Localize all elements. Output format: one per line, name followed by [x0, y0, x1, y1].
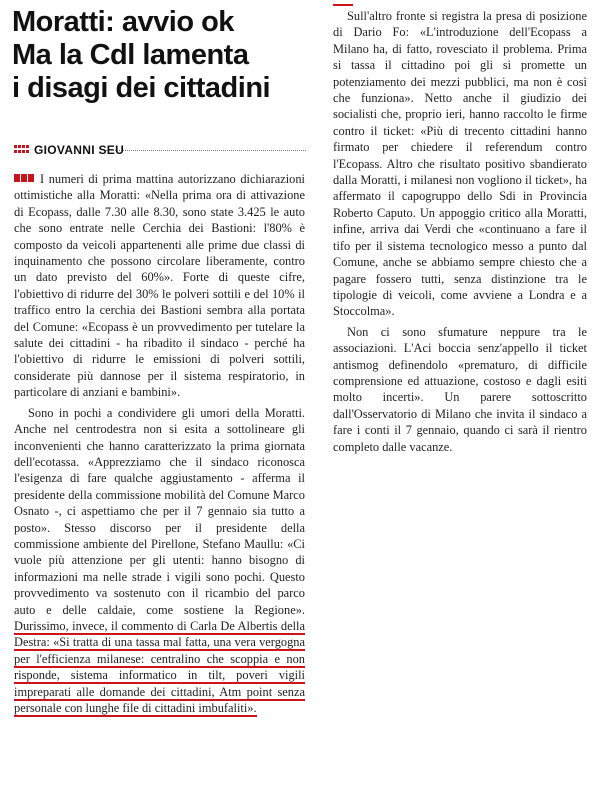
paragraph-2-text: Sono in pochi a condividere gli umori della Moratti. Anche nel centrodestra non si esita a sottolineare gli inconvenienti che hanno caratterizzato la prima giornata dell'ecotassa. «Apprezziamo che il sindaco riconosca l'esigenza di fare qualche aggiustamento - afferma il presidente della commissione mobilità del Comune Marco Osnato -, ci aspettiamo che per il 7 gennaio sia tutto a posto». Stesso discorso per il presidente della commissione ambiente del Pirellone, Stefano Maullu: «Ci vuole più attenzione per gli utenti: hanno bisogno di informazioni ma nelle strade i vigili sono pochi. Questo provvedimento va sostenuto con il ricambio del parco auto e delle caldaie, come sostiene la Regione». — [14, 405, 305, 617]
dots-grid-icon — [14, 145, 30, 155]
paragraph-3-text: Sull'altro fronte si registra la presa di posizione di Dario Fo: «L'introduzione dell'Ecopass a Milano ha, di fatto, rovesciato il problema. Prima si tassa il cittadino poi gli si promette un potenziamento dei mezzi pubblici, ma non è così che funziona». Netto anche il giudizio dei socialisti che, proprio ieri, hanno raccolto le firme contro il ticket: «Più di trecento cittadini hanno firmato per chiedere il referendum contro l'Ecopass. Altro che risultato positivo sbandierato dalla Moratti, i milanesi non vogliono il ticket», ha affermato il capogruppo dello Sdi in Provincia Roberto Caputo. Un appoggio critico alla Moratti, infine, arriva dai Verdi che «continuano a fare il tifo per il sistema tecnologico messo a punto dal Comune, anche se abbiamo sempre chiesto che a pagare fossero tutti, senza distinzione tra le tipologie di veicoli, come avviene a Londra e a Stoccolma». — [333, 9, 587, 319]
article-headline — [12, 6, 312, 105]
paragraph-4-text: Non ci sono sfumature neppure tra le associazioni. L'Aci boccia senz'appello il ticket antismog definendolo «prematuro, di difficile comprensione ed attuazione, costoso e dagli esiti molto incerti». Un parere sottoscritto dall'Osservatorio di Milano che invita il sindaco a fare i conti il 7 gennaio, quando ci sarà il rientro completo dalle vacanze. — [333, 324, 587, 454]
headline-line-3: i disagi dei cittadini — [12, 72, 271, 104]
paragraph-1 — [14, 170, 305, 401]
underlined-quote: Durissimo, invece, il commento di Carla De Albertis della Destra: «Si tratta di una tassa mal fatta, una vera vergogna per l'efficienza milanese: centralino che scoppia e non risponde, sistema informatico in tilt, poveri vigili impreparati alle domande dei cittadini, Atm point senza personale con lunghe file di cittadini imbufaliti». — [14, 618, 305, 715]
paragraph-1-text: I numeri di prima mattina autorizzano dichiarazioni ottimistiche alla Moratti: «Nella prima ora di attivazione di Ecopass, dalle 7.30 alle 8.30, sono state 3.425 le auto che sono entrate nelle Cerchia dei Bastioni: l'80% è composto da veicoli appartenenti alle prime due classi di inquinamento che possono circolare liberamente, contro un dato previsto del 60%». Forte di queste cifre, l'obiettivo di ridurre del 30% le polveri sottili e del 10% il traffico entro la cerchia dei Bastioni sembra alla portata del Comune: «Ecopass è un provvedimento per tutelare la salute dei cittadini - ha ribadito il sindaco - perché ha l'obiettivo di ridurre le emissioni di polveri sottili, considerate più dannose per il sistema respiratorio, in particolare di anziani e bambini». — [14, 172, 305, 400]
paragraph-4 — [333, 324, 587, 455]
paragraph-2 — [14, 405, 305, 717]
right-column — [333, 8, 587, 459]
left-column — [14, 170, 305, 720]
headline-line-1: Moratti: avvio ok — [12, 6, 234, 38]
continuation-underline — [333, 0, 353, 6]
section-marker-icon — [14, 170, 36, 178]
byline-divider — [106, 150, 306, 151]
author-byline: GIOVANNI SEU — [34, 143, 125, 157]
byline-row — [14, 143, 306, 157]
headline-line-2: Ma la Cdl lamenta — [12, 39, 249, 71]
paragraph-3 — [333, 8, 587, 320]
